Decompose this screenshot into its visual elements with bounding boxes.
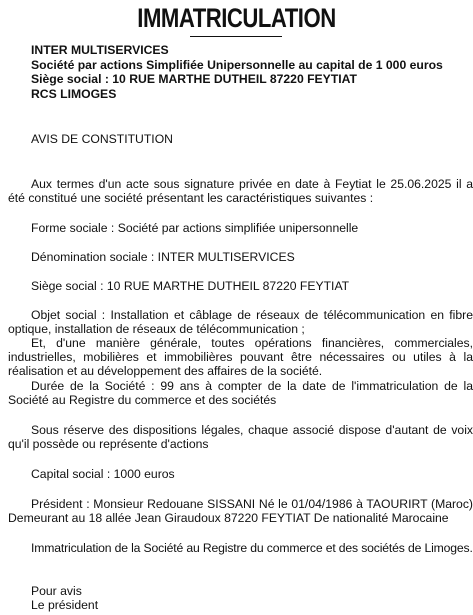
notice-heading: AVIS DE CONSTITUTION xyxy=(31,132,173,146)
company-address: Siège social : 10 RUE MARTHE DUTHEIL 87220 FEYTIAT xyxy=(31,72,357,86)
company-name-line: Dénomination sociale : INTER MULTISERVICES xyxy=(31,250,295,264)
company-name: INTER MULTISERVICES xyxy=(31,43,169,57)
title-underline xyxy=(190,36,282,37)
corporate-purpose-continued: Et, d'une manière générale, toutes opérations financières, commerciales, industrielles, mobilières et immobilières pouvant être nécessaires ou utiles à la réalisation et au développement des affaires de la société. xyxy=(8,336,473,378)
voting-rights: Sous réserve des dispositions légales, chaque associé dispose d'autant de voix qu'il possède ou représente d'actions xyxy=(8,423,473,451)
share-capital-line: Capital social : 1000 euros xyxy=(31,467,175,481)
registration-line: Immatriculation de la Société au Registre du commerce et des sociétés de Limoges. xyxy=(31,541,473,555)
registered-office-line: Siège social : 10 RUE MARTHE DUTHEIL 87220 FEYTIAT xyxy=(31,279,350,293)
company-header xyxy=(31,43,471,101)
president-details: Président : Monsieur Redouane SISSANI Né le 01/04/1986 à TAOURIRT (Maroc) Demeurant au 18 allée Jean Giraudoux 87220 FEYTIAT De nationalité Marocaine xyxy=(8,497,473,525)
notice-intro: Aux termes d'un acte sous signature privée en date à Feytiat le 25.06.2025 il a été constitué une société présentant les caractéristiques suivantes : xyxy=(8,177,473,205)
company-rcs: RCS LIMOGES xyxy=(31,86,117,101)
closing-pour-avis: Pour avis xyxy=(31,584,82,598)
company-duration: Durée de la Société : 99 ans à compter de la date de l'immatriculation de la Société au Registre du commerce et des sociétés xyxy=(8,379,473,407)
company-legal-form: Société par actions Simplifiée Unipersonnelle au capital de 1 000 euros xyxy=(31,57,443,72)
corporate-purpose: Objet social : Installation et câblage de réseaux de télécommunication en fibre optique, installation de réseaux de télécommunication ; xyxy=(8,308,473,336)
closing-signatory: Le président xyxy=(31,598,99,612)
notice-title: IMMATRICULATION xyxy=(137,3,336,33)
legal-form-line: Forme sociale : Société par actions simplifiée unipersonnelle xyxy=(31,221,359,235)
